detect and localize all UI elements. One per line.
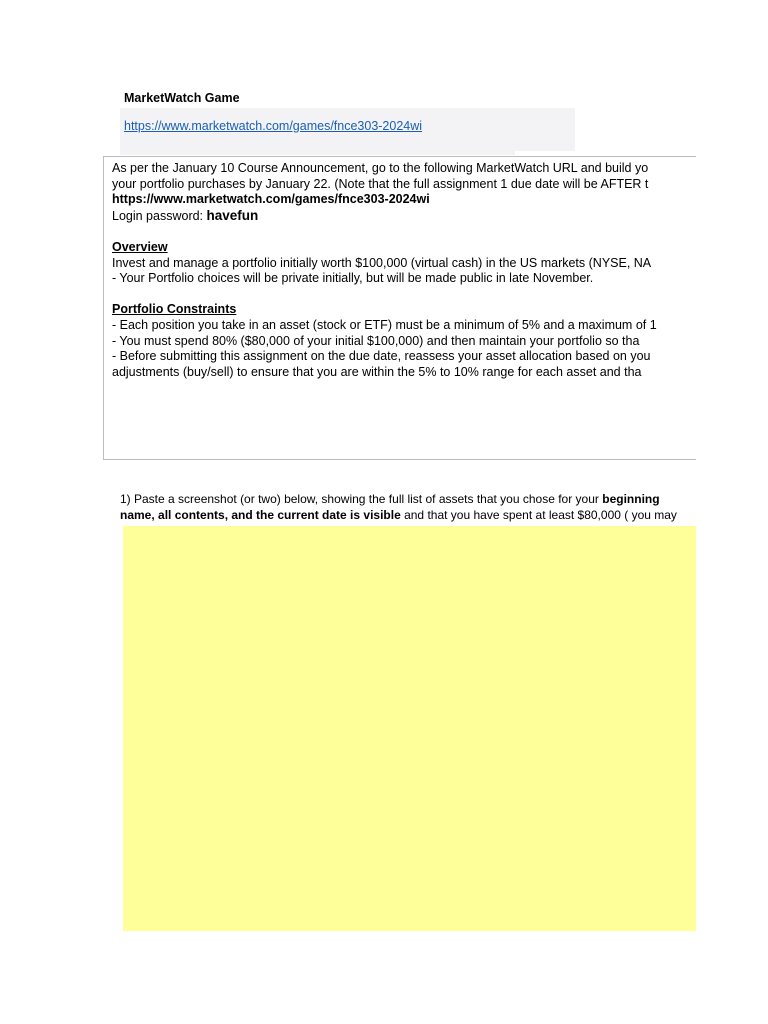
overview-heading: Overview — [112, 239, 168, 254]
overview-line-2: - Your Portfolio choices will be private initially, but will be made public in late November. — [112, 271, 594, 286]
question-line-1 — [120, 492, 696, 508]
overview-line-1: Invest and manage a portfolio initially worth $100,000 (virtual cash) in the US markets (NYSE, NA — [112, 255, 652, 270]
question-line-1-text: 1) Paste a screenshot (or two) below, showing the full list of assets that you chose for your — [120, 492, 603, 506]
instructions-textbox — [103, 156, 696, 460]
password-label: Login password: — [112, 208, 207, 223]
intro-line-1: As per the January 10 Course Announcement, go to the following MarketWatch URL and build yo — [112, 161, 649, 175]
answer-paste-area[interactable] — [123, 526, 696, 931]
question-line-1-bold: beginning — [602, 492, 660, 506]
question-line-2 — [120, 508, 696, 524]
question-1 — [120, 492, 696, 528]
link-cell-strip — [120, 149, 515, 155]
instructions-content — [112, 161, 696, 380]
marketwatch-game-link[interactable]: https://www.marketwatch.com/games/fnce303-2024wi — [124, 119, 423, 133]
constraint-3: - Before submitting this assignment on the due date, reassess your asset allocation based on you — [112, 349, 651, 364]
constraints-heading: Portfolio Constraints — [112, 302, 237, 317]
intro-line-2: your portfolio purchases by January 22. (Note that the full assignment 1 due date will be AFTER t — [112, 176, 649, 191]
question-line-2-text: and that you have spent at least $80,000 ( you may — [400, 507, 677, 522]
document-title: MarketWatch Game — [124, 91, 240, 105]
constraint-4: adjustments (buy/sell) to ensure that you are within the 5% to 10% range for each asset and tha — [112, 364, 642, 379]
game-url: https://www.marketwatch.com/games/fnce303-2024wi — [112, 192, 430, 207]
constraint-2: - You must spend 80% ($80,000 of your initial $100,000) and then maintain your portfolio so tha — [112, 333, 640, 348]
login-password-line — [112, 208, 696, 225]
question-line-2-bold: name, all contents, and the current date is visible — [120, 507, 401, 522]
password-value: havefun — [206, 207, 259, 223]
question-1-text — [120, 492, 696, 523]
constraint-1: - Each position you take in an asset (stock or ETF) must be a minimum of 5% and a maximum of 1 — [112, 317, 657, 332]
